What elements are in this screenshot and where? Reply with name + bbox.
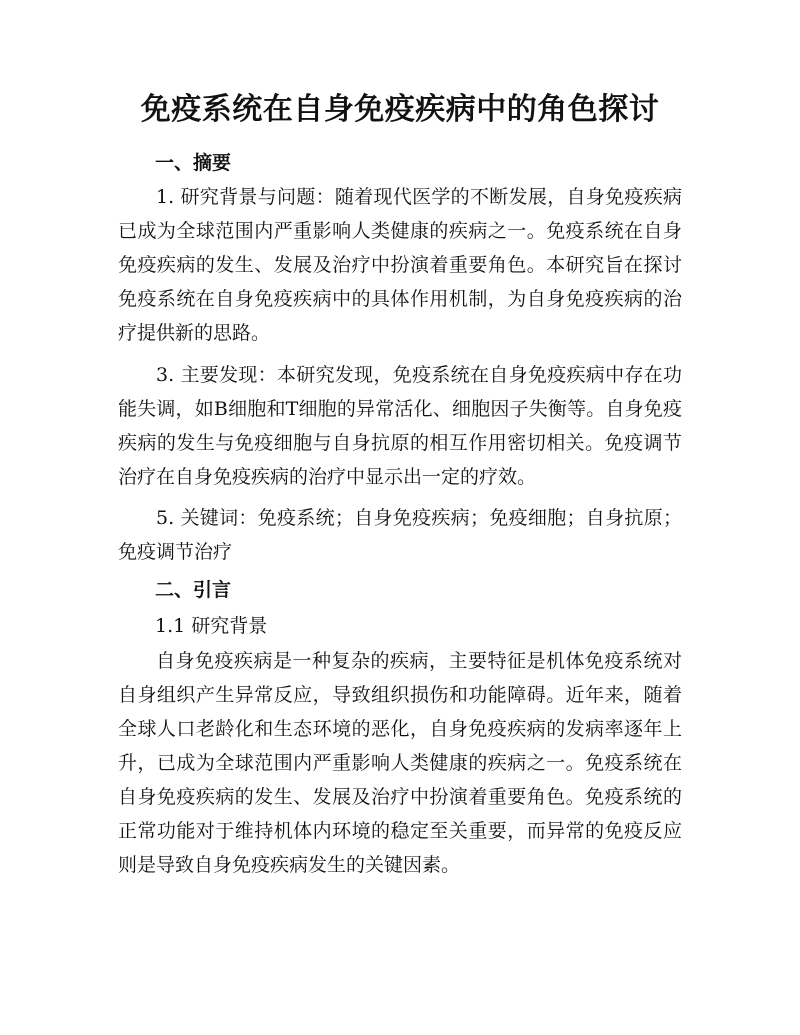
paragraph-text: 1. 研究背景与问题：随着现代医学的不断发展，自身免疫疾病已成为全球范围内严重影响人类健康的疾病之一。免疫系统在自身免疫疾病的发生、发展及治疗中扮演着重要角色。本研究旨在探讨免疫系统在自身免疫疾病中的具体作用机制，为自身免疫疾病的治疗提供新的思路。 [118, 186, 682, 344]
paragraph-text: 5. 关键词：免疫系统；自身免疫疾病；免疫细胞；自身抗原；免疫调节治疗 [118, 507, 682, 563]
section-heading-abstract: 一、摘要 [155, 152, 232, 174]
section-heading-introduction: 二、引言 [155, 579, 232, 601]
abstract-paragraph-background [118, 180, 682, 350]
abstract-paragraph-findings [118, 358, 682, 494]
document-title: 免疫系统在自身免疫疾病中的角色探讨 [140, 92, 660, 127]
subsection-heading-background: 1.1 研究背景 [155, 615, 268, 637]
paragraph-text: 自身免疫疾病是一种复杂的疾病，主要特征是机体免疫系统对自身组织产生异常反应，导致组织损伤和功能障碍。近年来，随着全球人口老龄化和生态环境的恶化，自身免疫疾病的发病率逐年上升，已成为全球范围内严重影响人类健康的疾病之一。免疫系统在自身免疫疾病的发生、发展及治疗中扮演着重要角色。免疫系统的正常功能对于维持机体内环境的稳定至关重要，而异常的免疫反应则是导致自身免疫疾病发生的关键因素。 [118, 650, 682, 876]
abstract-paragraph-keywords [118, 501, 682, 569]
paragraph-text: 3. 主要发现：本研究发现，免疫系统在自身免疫疾病中存在功能失调，如B细胞和T细胞的异常活化、细胞因子失衡等。自身免疫疾病的发生与免疫细胞与自身抗原的相互作用密切相关。免疫调节治疗在自身免疫疾病的治疗中显示出一定的疗效。 [118, 364, 682, 488]
introduction-paragraph [118, 644, 682, 882]
